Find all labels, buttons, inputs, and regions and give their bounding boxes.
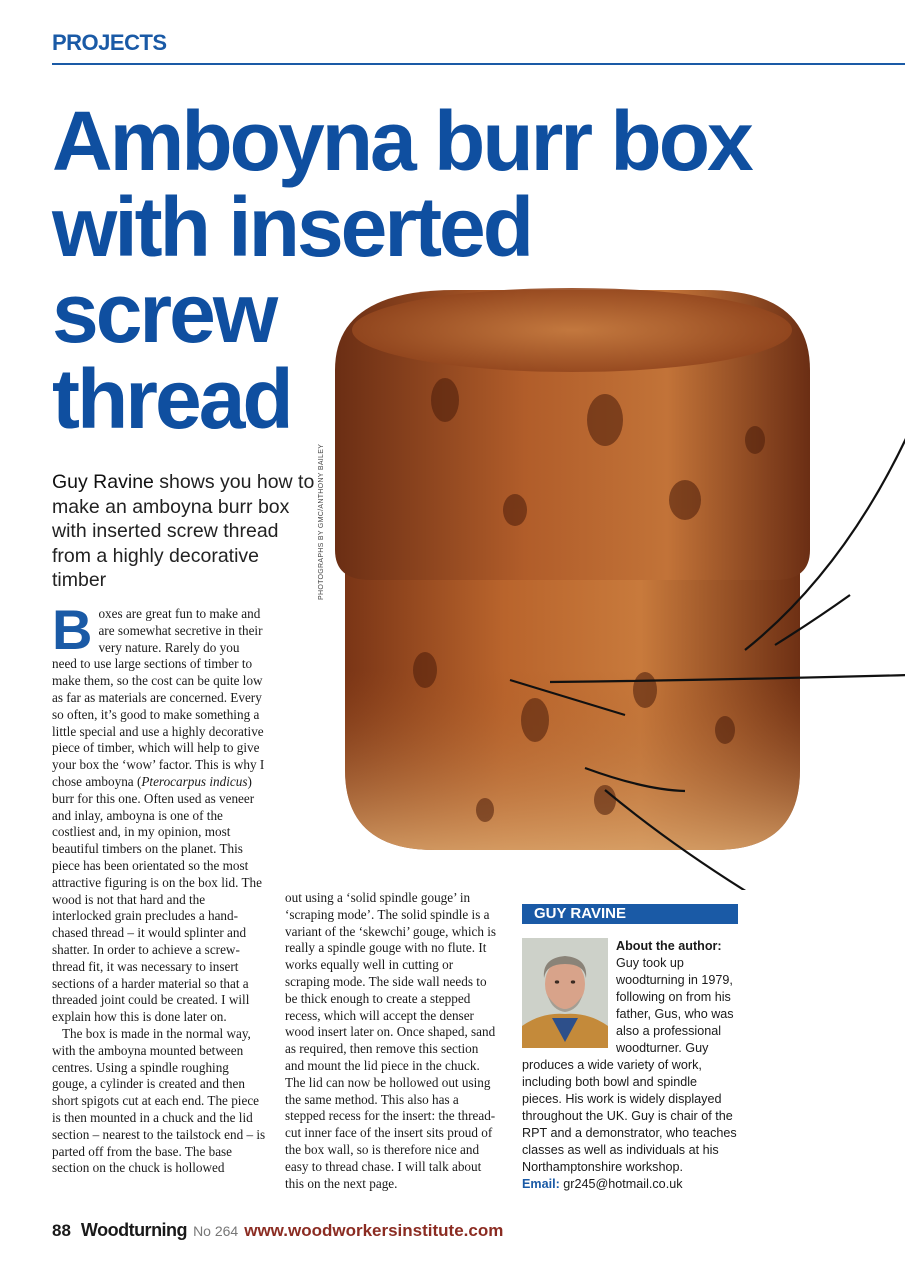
author-bio-box bbox=[522, 904, 738, 1193]
amboyna-box-illustration bbox=[305, 250, 905, 890]
title-line-2: with inserted bbox=[52, 180, 532, 274]
paragraph-1-start: oxes are great fun to make and are somewhat secretive in their very nature. Rarely do you need to use large sections of timber to make them, so the cost can be quite low as far as materials are concerned. Every so often, it’s good to make something a little special and use a highly decorative piece of timber, which will help to give your box the ‘wow’ factor. This is why I chose amboyna ( bbox=[52, 606, 265, 789]
issue-number: No 264 bbox=[193, 1223, 239, 1239]
author-portrait-illustration bbox=[522, 938, 608, 1048]
paragraph-1 bbox=[52, 598, 266, 1026]
body-column-2 bbox=[285, 890, 500, 1192]
body-column-1 bbox=[52, 598, 266, 1177]
magazine-name: Woodturning bbox=[80, 1220, 188, 1240]
title-line-1: Amboyna burr box bbox=[52, 94, 751, 188]
bio-email[interactable]: gr245@hotmail.co.uk bbox=[563, 1177, 683, 1191]
species-name: Pterocarpus indicus bbox=[141, 773, 248, 789]
photo-credit: PHOTOGRAPHS BY GMC/ANTHONY BAILEY bbox=[318, 443, 325, 600]
standfirst bbox=[52, 470, 317, 593]
author-portrait bbox=[522, 938, 608, 1048]
page-footer bbox=[52, 1220, 503, 1241]
bio-about-label: About the author: bbox=[616, 939, 722, 953]
standfirst-text: shows you how to make an amboyna burr box with inserted screw thread from a highly decorative timber bbox=[52, 471, 315, 591]
bio-name-header: GUY RAVINE bbox=[522, 904, 738, 924]
title-line-4: thread bbox=[52, 352, 291, 446]
website-link[interactable]: www.woodworkersinstitute.com bbox=[244, 1221, 504, 1240]
paragraph-3: out using a ‘solid spindle gouge’ in ‘scraping mode’. The solid spindle is a variant of the ‘skewchi’ gouge, which is really a spindle gouge with no flute. It works equally well in cutting or scraping mode. The side wall needs to be thick enough to create a stepped recess, which will accept the denser wood insert later on. Once shaped, sand as required, then remove this section and mount the lid piece in the chuck. The lid can now be hollowed out using the same method. This also has a stepped recess for the insert: the thread-cut inner face of the insert sits proud of the box wall, so is therefore nice and easy to thread chase. I will talk about this on the next page. bbox=[285, 890, 497, 1191]
page-number: 88 bbox=[52, 1221, 71, 1240]
title-line-3: screw bbox=[52, 266, 276, 360]
bio-body: Guy took up woodturning in 1979, following on from his father, Gus, who was also a professional woodturner. Guy produces a wide variety of work, including both bowl and spindle pieces. His work is widely displayed throughout the UK. Guy is chair of the RPT and a demonstrator, who teaches classes as well as individuals at his Northamptonshire workshop. bbox=[522, 956, 737, 1174]
drop-cap: B bbox=[52, 598, 93, 661]
header-rule bbox=[52, 63, 905, 65]
section-label: PROJECTS bbox=[52, 30, 167, 55]
paragraph-2: The box is made in the normal way, with the amboyna mounted between centres. Using a spindle roughing gouge, a cylinder is created and then short spigots cut at each end. The piece is then mounted in a chuck and the lid section – nearest to the tailstock end – is parted off from the base. The base section on the chuck is hollowed bbox=[52, 1025, 266, 1176]
box-photo bbox=[305, 250, 905, 890]
bio-email-label: Email: bbox=[522, 1177, 560, 1191]
paragraph-1-end: ) burr for this one. Often used as veneer and inlay, amboyna is one of the costliest and, in my opinion, most beautiful timbers on the planet. This piece has been orientated so the most attractive figuring is on the box lid. The wood is not that hard and the interlocked grain precludes a hand-chased thread – it would splinter and shatter. In order to achieve a screw-thread fit, it was necessary to insert sections of a harder material so that a threaded joint could be created. I will explain how this is done later on. bbox=[52, 773, 262, 1025]
standfirst-author: Guy Ravine bbox=[52, 471, 154, 493]
